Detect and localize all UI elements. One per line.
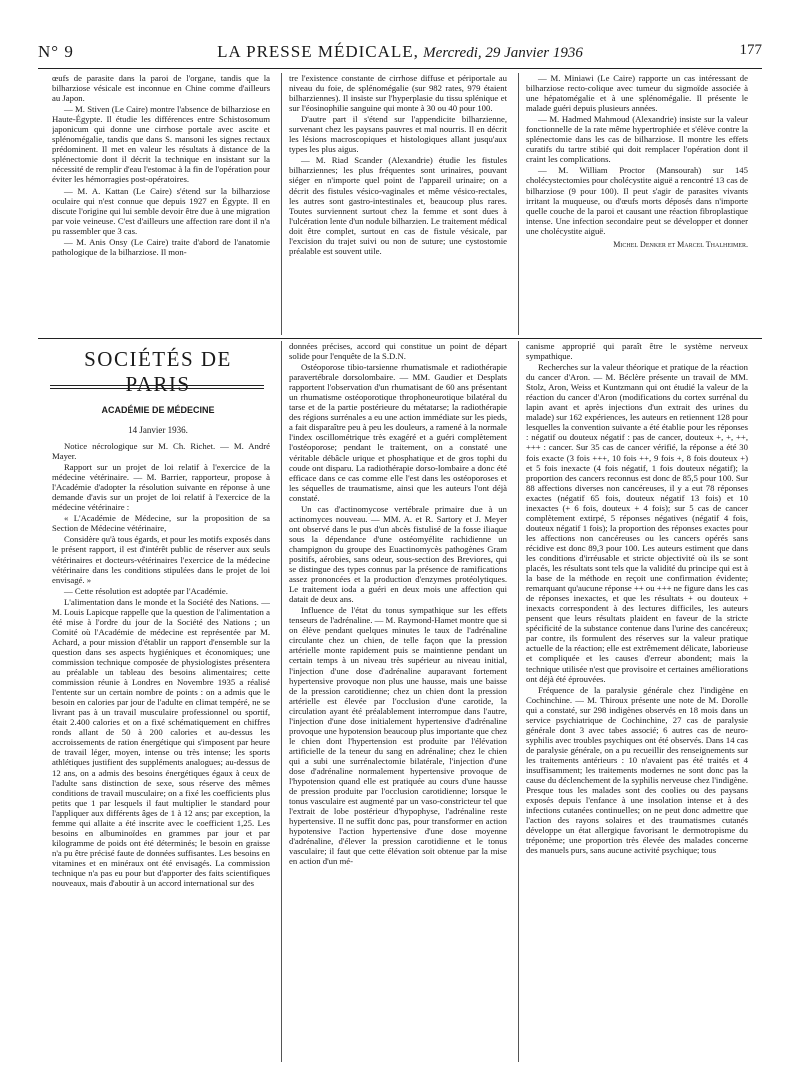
running-header xyxy=(38,42,762,64)
issue-date: Mercredi, 29 Janvier 1936 xyxy=(423,45,583,61)
paragraph: œufs de parasite dans la paroi de l'organe, tandis que la bilharziose vésicale est inconnue en Chine comme d'ailleurs au Japon. xyxy=(52,73,270,104)
journal-title xyxy=(38,42,762,62)
paragraph: — M. Riad Scander (Alexandrie) étudie les fistules bilharziennes; les plus fréquentes sont urinaires, pouvant siéger en n'importe quel point de l'appareil urinaire; on a décrit des fistules vésico-vaginales et même vésico-rectales, les autres sont gastro-intestinales et, beaucoup plus rares. Toutes surviennent surtout chez la femme et sont dues à l'ulcération lente d'un nodule bilharzien. Le traitement médical doit être complet, surtout en cas de fistule vésicale, par l'excision du trajet suivi ou non de suture; une cystostomie préalable est souvent utile. xyxy=(289,155,507,256)
section-title: SOCIÉTÉS DE PARIS xyxy=(84,347,232,396)
signature: Michel Denker et Marcel Thalheimer. xyxy=(613,239,748,249)
header-rule xyxy=(38,68,762,69)
paragraph: Considère qu'à tous égards, et pour les motifs exposés dans le présent rapport, il est d'intérêt public de réserver aux seuls vétérinaires et docteurs-vétérinaires l'exercice de la médecine vétérinaire dans les conditions stipulées dans le projet de loi envisagé. » xyxy=(52,534,270,585)
paragraph: L'alimentation dans le monde et la Société des Nations. — M. Louis Lapicque rappelle que la question de l'alimentation a été mise à l'ordre du jour de la Société des Nations ; un Comité où l'Académie de médecine est représentée par M. Achard, a pour mission d'établir un rapport d'ensemble sur la question dans ses aspects hygiéniques et économiques; une commission technique composée de physiologistes présentera au préalable un tableau des besoins alimentaires; cette commission réunie à Londres en Novembre 1935 a réalisé l'entente sur un certain nombre de points : on a admis que le besoin en calories par jour de l'adulte en climat tempéré, ne se livrant pas à un travail musculaire professionnel ou sportif, était 2.400 calories et on a fixé schématiquement en chiffres ronds allant de 50 à 200 calories et au-dessus les accroissements de ration énergétique qui s'imposent par heure de travail léger, moyen, intense ou très intense; les sports athlétiques justifient des suppléments analogues; au-dessus de 12 ans, on a admis des besoins énergétiques égaux à ceux de l'adulte sans distinction de sexe, sous réserve des mêmes conditions de travail musculaire; on a fixé les coefficients plus petits que 1 par lesquels il faut multiplier le standard pour l'appliquer aux différents âges de 1 à 12 ans; par exception, la femme qui allaite a été inscrite avec le coefficient 1,25. Les besoins en albuminoïdes en grammes par jour et par kilogramme de poids ont été déterminés; le besoin en graisse n'a pu être précisé faute de données suffisantes. Les besoins en vitamines et en minéraux ont été envisagés. La commission technique n'a pas eu pour but d'apporter des faits scientifiques nouveaux, mais d'aboutir à un accord international sur des xyxy=(52,596,270,889)
column-divider xyxy=(281,341,282,1062)
section-title-rule-2 xyxy=(50,388,264,389)
paragraph: Un cas d'actinomycose vertébrale primaire due à un actinomyces nouveau. — MM. A. et R. Sartory et J. Meyer ont observé dans le pus d'un abcès fistulisé de la fosse iliaque sous la dépendance d'une ostéomyélite rachidienne un champignon du groupe des Euactinomycès pathogènes Gram positifs, aérobies, sans odeur, sous-section des Breviores, qui se distingue des types connus par la présence de ramifications assez prononcées et la production d'enzymes protéolytiques. Le traitement ioda a guéri en deux mois une affection qui datait de deux ans. xyxy=(289,503,507,605)
paragraph: — M. Anis Onsy (Le Caire) traite d'abord de l'anatomie pathologique de la bilharziose. Il mon- xyxy=(52,236,270,257)
paragraph: — M. William Proctor (Mansourah) sur 145 cholécystectomies pour cholécystite aiguë a rencontré 13 cas de bilharziose (9 pour 100). Il peut s'agir de parasites vivants irritant la muqueuse, ou d'œufs morts déposés dans n'importe quelle couche de la paroi et causant une réaction fibroplastique intense. Une infection secondaire peut se développer et donner une cholécystite aiguë. xyxy=(526,165,748,236)
paragraph: Influence de l'état du tonus sympathique sur les effets tenseurs de l'adrénaline. — M. Raymond-Hamet montre que si on élève pendant quelques minutes le taux de l'adrénaline circulante chez un chien, de telle façon que la pression artérielle monte rapidement puis se maintienne pendant un certain temps à un niveau très supérieur au niveau initial, l'injection d'une dose d'adrénaline auparavant fortement hypertensive provoque non plus une hausse, mais une baisse de la pression carotidienne; chez un chien dont la pression artérielle est élevée par l'occlusion d'une carotide, la circulation ayant été préalablement interrompue dans l'autre, l'injection d'une dose initialement hypertensive d'adrénaline provoque une hypotension beaucoup plus importante que chez le chien dont l'hypertension est produite par l'élévation artificielle de la teneur du sang en adrénaline; chez le chien qui a subi une surrénalectomie bilatérale, l'injection d'une dose d'adrénaline normalement hypertensive provoque de l'hypotension quand elle est pratiquée au cours d'une hausse de pression produite par l'occlusion carotidienne; lorsque le tonus vasculaire est augmenté par un vaso-constricteur tel que l'extrait de lobe postérieur d'hypophyse, l'adrénaline reste hypertensive. Il ne suffit donc pas, pour transformer en action hypotensive l'action hypertensive d'une dose moyenne d'adrénaline, d'élever la pression carotidienne et le tonus vasculaire; il faut que cette élévation soit obtenue par la mise en action d'un mé- xyxy=(289,605,507,867)
paragraph: Ostéoporose tibio-tarsienne rhumatismale et radiothérapie paravertébrale dorsolombaire. — MM. Gaudier et Desplats rapportent l'observation d'un rhumatisant de 60 ans présentant un rhumatisme ostéoporotique throphoneurotique bilatéral du tarse et de la partie postérieure du métatarse; la radiothérapie des régions surrénales a eu une action immédiate sur les pieds, a fait disparaître peu à peu les douleurs, a ramené à la normale l'index oscillométrique très exagéré et a guéri complètement l'ostéoporose; pendant le traitement, on a constaté une véritable débâcle urique et phosphatique et de gros tophi du coude ont disparu. La radiothérapie dorso-lombaire a donc été efficace dans ce cas comme elle l'est dans les ostéoporoses et les séquelles de traumatisme, ainsi que les auteurs l'ont déjà constaté. xyxy=(289,362,507,503)
paragraph: tre l'existence constante de cirrhose diffuse et périportale au niveau du foie, de splénomégalie (sur 982 rates, 979 étaient bilharziennes). Il insiste sur l'hyperplasie du tissu splénique et sur l'éosinophilie sanguine qui monte à 30 ou 40 pour 100. xyxy=(289,73,507,114)
paragraph: — M. A. Kattan (Le Caire) s'étend sur la bilharziose oculaire qui n'est connue que depuis 1927 en Égypte. Il en discute l'origine qui lui semble devoir être due à une migration par voie veineuse. C'est d'ailleurs une affection rare dont il n'a pu rassembler que 3 cas. xyxy=(52,185,270,236)
paragraph: — Cette résolution est adoptée par l'Académie. xyxy=(64,585,228,596)
paragraph: — M. Hadmed Mahmoud (Alexandrie) insiste sur la valeur fonctionnelle de la rate même hypertrophiée et s'élève contre la splénectomie dans les cas de bilharziose. Il montre les effets curatifs du tartre stibié qui doit remplacer l'opération dont il craint les complications. xyxy=(526,114,748,165)
section-rule-top xyxy=(38,338,762,339)
section-title-rule xyxy=(50,385,264,386)
bottom-column-1 xyxy=(52,441,270,1062)
bottom-column-2 xyxy=(289,341,507,1062)
paragraph: Fréquence de la paralysie générale chez l'indigène en Cochinchine. — M. Thiroux présente une note de M. Dorolle qui a constaté, sur 298 indigènes observés en 18 mois dans un service psychiatrique de Cochinchine, 27 cas de paralysie générale dont 3 avec tabes associé; 6 autres cas de neuro-syphilis avec troubles psychiques ont été observés. Dans 14 cas de paralysie générale, on a pu recueillir des renseignements sur les traitements antérieurs : 10 n'avaient pas été traités et 4 insuffisamment; les traitements modernes ne sont donc pas la cause du déclenchement de la syphilis nerveuse chez l'indigène. Presque tous les malades sont des coolies ou des paysans exposés depuis l'enfance à une insolation intense et à des infections cutanées continuelles; on ne peut donc admettre que l'action des rayons solaires et des traumatismes cutanés développe un état allergique favorisant le dermotropisme du tréponème; une proportion très élevée des malades concerne des manuels purs, sans aucune activité psychique; tous xyxy=(526,684,748,856)
paragraph: — M. Stiven (Le Caire) montre l'absence de bilharziose en Haute-Égypte. Il étudie les différences entre Schistosomum japonicum qui donne une cirrhose portale avec ascite et splénomégalie, tandis que dans S. mansoni les signes rectaux prédominent. Il met en valeur les résultats à distance de la splénectomie dont il décrit la technique en insistant sur la nécessité de remplir d'eau l'estomac à la fin de l'opération pour éviter les hémorragies post-opératoires. xyxy=(52,104,270,185)
paragraph: canisme approprié qui paraît être le système nerveux sympathique. xyxy=(526,341,748,362)
journal-name: LA PRESSE MÉDICALE, xyxy=(217,42,419,61)
top-column-1 xyxy=(52,73,270,335)
session-date: 14 Janvier 1936. xyxy=(128,425,188,435)
paragraph: Notice nécrologique sur M. Ch. Richet. — M. André Mayer. xyxy=(52,441,270,462)
column-divider xyxy=(518,341,519,1062)
column-divider xyxy=(518,73,519,335)
paragraph: — M. Miniawi (Le Caire) rapporte un cas intéressant de bilharziose recto-colique avec tumeur du sigmoïde associée à une hépatomégalie et à une splénomégalie. Il présente le malade guéri depuis plusieurs années. xyxy=(526,73,748,114)
issue-number: N° 9 xyxy=(38,42,74,61)
paragraph: données précises, accord qui constitue un point de départ solide pour l'enquête de la S.D.N. xyxy=(289,341,507,362)
academy-heading: ACADÉMIE DE MÉDECINE xyxy=(101,405,215,415)
column-divider xyxy=(281,73,282,335)
bottom-column-3 xyxy=(526,341,748,1062)
page-number: 177 xyxy=(739,42,762,58)
paragraph: Recherches sur la valeur théorique et pratique de la réaction du cancer d'Aron. — M. Béclère présente un travail de MM. Stolz, Aron, Weiss et Kuntzmann qui ont étudié la valeur de la réaction du cancer d'Aron (modifications du cortex surrénal du lapin avant et après injections d'un extrait des urines du malade) sur 162 expériences, les auteurs en retiennent 128 pour lesquelles la convention suivante a été établie pour les réponses : négatif ou douteux négatif : pas de cancer, douteux +, +, ++, +++ : cancer. Sur 35 cas de cancer vérifié, la réponse a été 30 fois exacte (3 fois +++, 10 fois ++, 9 fois +, 8 fois douteux +) et 5 fois inexacte (4 fois négatif, 1 fois douteux négatif); la proportion des cancers reconnus est donc de 85,5 pour 100. Sur 88 affections diverses non cancéreuses, il y a eut 78 réponses exactes (négatif 65 fois, douteux négatif 13 fois) et 10 inexactes (+ 6 fois, douteux + 4 fois); sur 5 cas de cancer complètement extirpé, 5 réponses négatives (négatif 4 fois, douteux négatif 1 fois); la proportion des réponses exactes pour les affections non cancéreuses ou les cancers opérés sans récidive est donc 89,3 pour 100. Les auteurs estiment que dans les conditions d'irréusable et stricte objectivité où ils se sont placés, les résultats sont tels que la validité du principe qui est à la base de la méthode en reçoit une confirmation évidente; remarquant qu'aucune réponse ++ ou +++ ne figure dans les cas de réponses inexactes, et que les résultats + ou douteux + inexacts correspondent à des lectures difficiles, les auteurs pensent que leurs résultats plaident en faveur de la stricte spécificité de la substance contenue dans l'urine des cancéreux; par contre, ils formulent des réserves sur la valeur pratique actuelle de la réaction; elle est extrêmement délicate, laborieuse et compliquée et les causes d'erreur abondent; mais la technique utilisée n'est que provisoire et certaines améliorations ont déjà été éprouvées. xyxy=(526,362,748,684)
top-column-2 xyxy=(289,73,507,335)
paragraph: « L'Académie de Médecine, sur la proposition de sa Section de Médecine vétérinaire, xyxy=(52,513,270,534)
paragraph: Rapport sur un projet de loi relatif à l'exercice de la médecine vétérinaire. — M. Barrier, rapporteur, propose à l'Académie d'adopter la résolution suivante en réponse à une demande d'avis sur un projet de loi relatif à l'exercice de la médecine vétérinaire : xyxy=(52,462,270,513)
top-column-3 xyxy=(526,73,748,335)
paragraph: D'autre part il s'étend sur l'appendicite bilharzienne, survenant chez les paysans pauvres et mal nourris. Il en décrit les lésions macroscopiques et histologiques allant jusqu'aux types les plus aigus. xyxy=(289,114,507,155)
